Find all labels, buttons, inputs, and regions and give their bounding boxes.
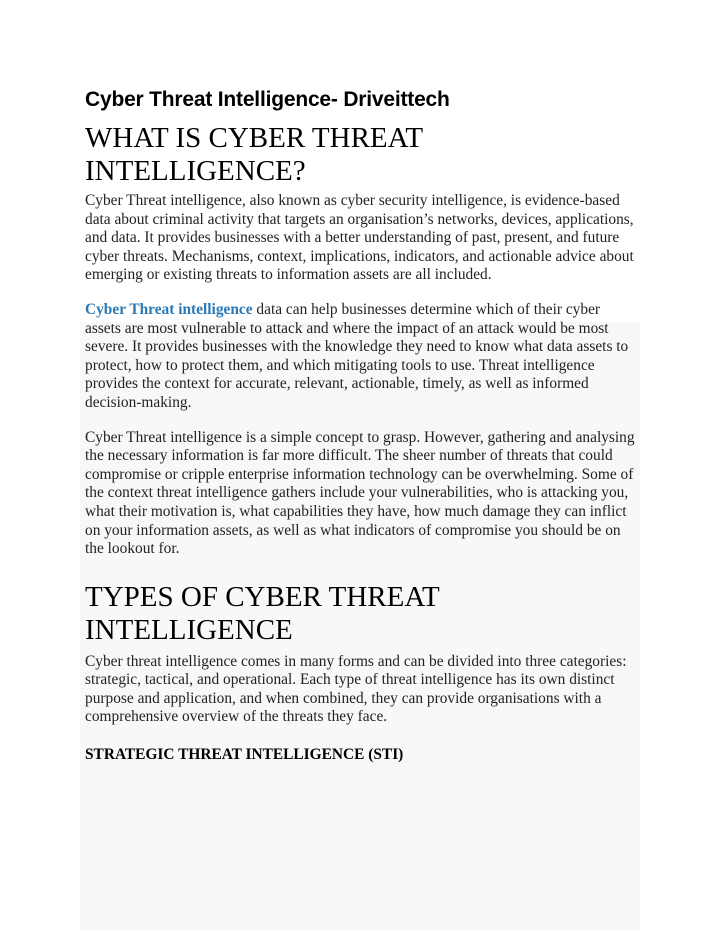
section-heading-types-of-cti: TYPES OF CYBER THREAT INTELLIGENCE: [85, 580, 440, 646]
paragraph-benefits: [85, 301, 637, 413]
paragraph-types: Cyber threat intelligence comes in many forms and can be divided into three categories: strategic, tactical, and operational. Each type of threat intelligence has its own distinct purpose and application, and when combined, they can provide organisations with a comprehensive overview of the threats they face.: [85, 652, 627, 726]
document-title: Cyber Threat Intelligence- Driveittech: [85, 88, 450, 111]
paragraph-concept: Cyber Threat intelligence is a simple concept to grasp. However, gathering and analysing the necessary information is far more difficult. The sheer number of threats that could compromise or cripple enterprise information technology can be overwhelming. Some of the context threat intelligence gathers include your vulnerabilities, who is attacking you, what their motivation is, what capabilities they have, how much damage they can inflict on your information assets, as well as what indicators of compromise you should be on the lookout for.: [85, 428, 635, 558]
subheading-strategic-threat-intelligence: STRATEGIC THREAT INTELLIGENCE (STI): [85, 746, 404, 764]
paragraph-definition: Cyber Threat intelligence, also known as cyber security intelligence, is evidence-based data about criminal activity that targets an organisation’s networks, devices, applications, and data. It provides businesses with a better understanding of past, present, and future cyber threats. Mechanisms, context, implications, indicators, and actionable advice about emerging or existing threats to information assets are all included.: [85, 192, 634, 284]
paragraph-benefits-text: data can help businesses determine which of their cyber assets are most vulnerable to attack and where the impact of an attack would be most severe. It provides businesses with the knowledge they need to know what data assets to protect, how to protect them, and which mitigating tools to use. Threat intelligence provides the context for accurate, relevant, actionable, timely, as well as informed decision-making.: [85, 300, 629, 411]
document-body: [85, 86, 637, 764]
section-heading-what-is-cti: WHAT IS CYBER THREAT INTELLIGENCE?: [85, 122, 423, 187]
cyber-threat-intelligence-link[interactable]: Cyber Threat intelligence: [85, 300, 253, 318]
